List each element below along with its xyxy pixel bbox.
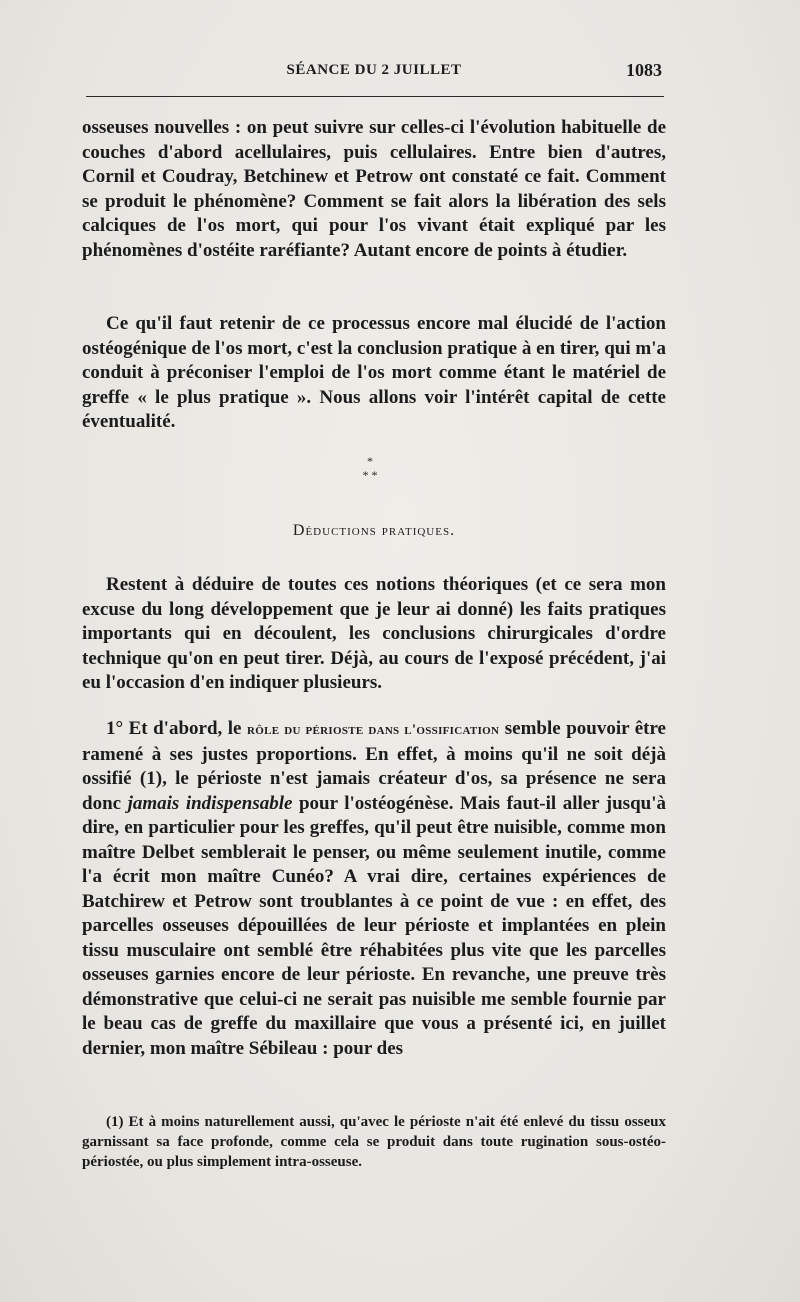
- paragraph-4: [82, 717, 666, 1061]
- paragraph-4-end: pour l'ostéogénèse. Mais faut-il aller jusqu'à dire, en particulier pour les greffes, qu'il peut être nuisible, comme mon maître Delbet semblerait le penser, ou même seulement inutile, comme l'a écrit mon maître Cunéo? A vrai dire, certaines expériences de Batchirew et Petrow sont troublantes à ce point de vue : en effet, des parcelles osseuses dépouillées de leur périoste et implantées en plein tissu musculaire ont semblé être réhabitées plus vite que les parcelles osseuses garnies encore de leur périoste. En revanche, une preuve très démonstrative que celui-ci ne serait pas nuisible me semble fournie par le beau cas de greffe du maxillaire que vous a présenté ici, en juillet dernier, mon maître Sébileau : pour des: [82, 792, 666, 1059]
- header-rule: [86, 96, 664, 97]
- asterism-bottom: * *: [362, 468, 378, 482]
- italic-phrase: jamais indispensable: [127, 792, 293, 814]
- header-title: SÉANCE DU 2 JUILLET: [286, 62, 462, 78]
- footnote: (1) Et à moins naturellement aussi, qu'avec le périoste n'ait été enlevé du tissu osseux garnissant sa face profonde, comme cela se produit dans toute rugination sous-ostéo-périostée, ou plus simplement intra-osseuse.: [82, 1114, 666, 1170]
- asterism-top: *: [367, 454, 373, 468]
- paragraph-4-middle: semble pouvoir être ramené à ses justes proportions. En effet, à moins qu'il ne soit déjà ossifié (1), le périoste n'est jamais créateur d'os, sa présence ne sera donc: [82, 718, 666, 814]
- paragraph-1: osseuses nouvelles : on peut suivre sur celles-ci l'évolution habituelle de couches d'abord acellulaires, puis cellulaires. Entre bien d'autres, Cornil et Coudray, Betchinew et Petrow ont constaté ce fait. Comment se produit le phénomène? Comment se fait alors la libération des sels calciques de l'os mort, qui pour l'os vivant était expliqué par les phénomènes d'ostéite raréfiante? Autant encore de points à étudier.: [82, 117, 666, 261]
- paragraph-2: Ce qu'il faut retenir de ce processus encore mal élucidé de l'action ostéogénique de l'os mort, c'est la conclusion pratique à en tirer, qui m'a conduit à préconiser l'emploi de l'os mort comme étant le matériel de greffe « le plus pratique ». Nous allons voir l'intérêt capital de cette éventualité.: [82, 313, 666, 432]
- asterism-separator: [340, 454, 400, 494]
- small-caps-phrase: rôle du périoste dans l'ossification: [247, 722, 500, 738]
- paragraph-3: Restent à déduire de toutes ces notions théoriques (et ce sera mon excuse du long développement que je leur ai donné) les faits pratiques importants qui en découlent, les conclusions chirurgicales d'ordre technique qu'on en peut tirer. Déjà, au cours de l'exposé précédent, j'ai eu l'occasion d'en indiquer plusieurs.: [82, 574, 666, 693]
- paragraph-4-lead: 1° Et d'abord, le: [106, 718, 248, 739]
- running-header: [82, 58, 666, 88]
- page-number: 1083: [626, 60, 662, 80]
- section-title: Déductions pratiques.: [292, 522, 456, 539]
